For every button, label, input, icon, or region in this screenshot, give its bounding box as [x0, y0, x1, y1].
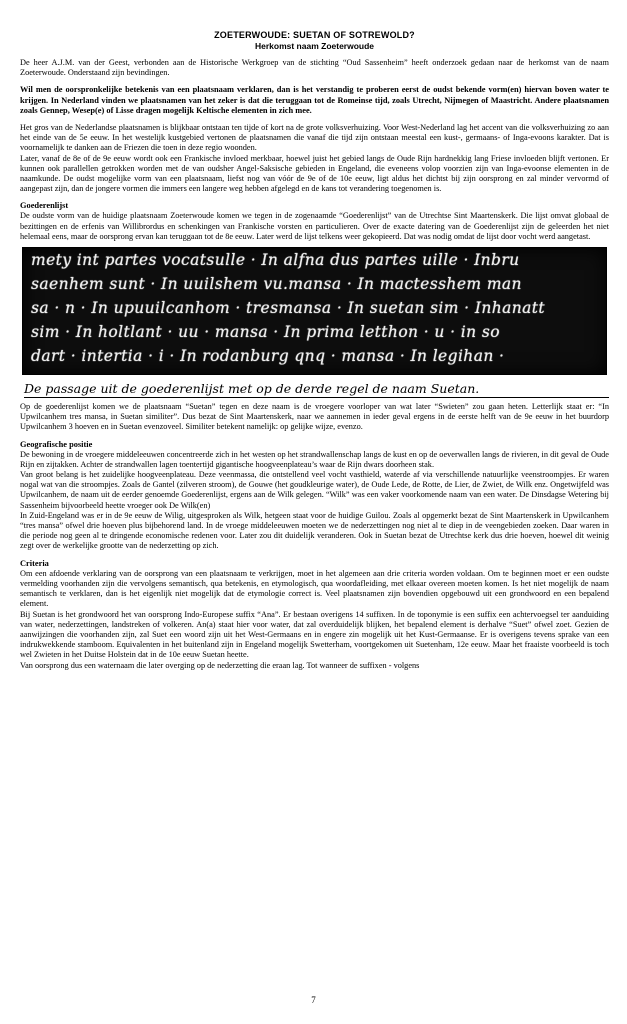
article-title: ZOETERWOUDE: SUETAN OF SOTREWOLD?: [214, 30, 415, 40]
paragraph-goederenlijst: De oudste vorm van de huidige plaatsnaam Zoeterwoude komen we tegen in de zogenaamde “Goederenlijst” van de Utrechtse Sint Maartenskerk. Die lijst omvat globaal de bezittingen en de erfenis van Willibrordus en schenkingen van Frankische vorsten en particulieren. Over de exacte datering van de Goederenlijst zijn de geleerden het niet helemaal eens, maar de oorsprong ervan kan teruggaan tot de 8e eeuw. Later werd de lijst telkens weer gekopieerd. Dat was nodig omdat de lijst door vocht werd aangetast.: [20, 211, 609, 241]
manuscript-line: dart · intertia · i · In rodanburg qnq · mansa · In legihan ·: [31, 347, 505, 366]
paragraph-frankische-invloed: Later, vanaf de 8e of de 9e eeuw wordt ook een Frankische invloed merkbaar, hoewel juist het gebied langs de Oude Rijn hardnekkig lang Friese invloeden blijft vertonen. Er kunnen ook parallellen getrokken worden met de van oudsher Angel-Saksische gebieden in Engeland, die eveneens volop voorzien zijn van Inga-evoonse elementen in de naamkunde. De oudst mogelijke vorm van een plaatsnaam, liefst nog van vóór de 9e of de 10e eeuw, ligt aldus het dichtst bij zijn oorsprong en zal minder vervormd of aangepast zijn, dan de jongere vormen die immers een langere weg hebben afgelegd en de kans tot verandering toegenomen is.: [20, 153, 609, 194]
paragraph-criteria: Om een afdoende verklaring van de oorsprong van een plaatsnaam te verkrijgen, moet in het algemeen aan drie criteria worden voldaan. Om te beginnen moet er een oudste vermelding voorhanden zijn die vervolgens semantisch, qua betekenis, en etymologisch, qua woordafleiding, met elkaar overeen moeten komen. Is het niet mogelijk de naam semantisch te verklaren, dan is het eigenlijk niet mogelijk dat de etymologie correct is. Veel plaatsnamen zijn bovendien opgebouwd uit een grondwoord en een bepalend element.: [20, 568, 609, 609]
article-subtitle: Herkomst naam Zoeterwoude: [254, 41, 375, 51]
section-heading-goederenlijst: Goederenlijst: [20, 201, 69, 211]
paragraph-waternaam: Van oorsprong dus een waternaam die later overging op de nederzetting die eraan lag. Tot wanneer de suffixen - volgens: [20, 660, 420, 670]
manuscript-line: sa · n · In upuuilcanhom · tresmansa · In suetan sim · Inhanatt: [31, 299, 546, 318]
image-caption: De passage uit de goederenlijst met op de derde regel de naam Suetan.: [24, 381, 609, 398]
manuscript-line: saenhem sunt · In uuilshem vu.mansa · In mactesshem man: [31, 275, 522, 294]
manuscript-line: mety int partes vocatsulle · In alfna dus partes uille · Inbru: [31, 251, 520, 270]
paragraph-suffix: Bij Suetan is het grondwoord het van oorsprong Indo-Europese suffix “Ana”. Er bestaan overigens 14 suffixen. In de toponymie is een suffix een achtervoegsel ter aanduiding van water, nederzettingen, landstreken of volkeren. An(a) staat hier voor water, dat zal overduidelijk blijken, het bepalend element is derhalve “Suet” ofwel zoet. Gezien de aanwijzingen die voorhanden zijn, zal Suet een woord zijn uit het West-Germaans en in engere zin mogelijk uit het Kust-Germaanse. Er is overigens tevens sprake van een indrukwekkende stamboom. Equivalenten in het buitenland zijn in Engeland mogelijk Swetterham, voortgekomen uit Suetenham, 12e eeuw. Maar het fraaiste voorbeeld is toch wel Zwieten in het Duitse Holstein dat in de 10e eeuw Suetan heette.: [20, 609, 609, 660]
lead-paragraph: Wil men de oorspronkelijke betekenis van een plaatsnaam verklaren, dan is het verstandig te proberen eerst de oudst bekende vorm(en) hiervan boven water te krijgen. In Nederland vinden we plaatsnamen van het zeker is dat die teruggaan tot de Romeinse tijd, zoals Utrecht, Nijmegen of Maastricht. Andere plaatsnamen zoals Gennep, Wesep(e) of Lisse dragen mogelijk Keltische elementen in zich mee.: [20, 85, 609, 115]
intro-paragraph: De heer A.J.M. van der Geest, verbonden aan de Historische Werkgroep van de stichting “Oud Sassenheim” heeft onderzoek gedaan naar de herkomst van de naam Zoeterwoude. Onderstaand zijn bevindingen.: [20, 58, 609, 78]
manuscript-line: sim · In holtlant · uu · mansa · In prima letthon · u · in so: [31, 323, 500, 342]
page-number: 7: [311, 995, 316, 1005]
paragraph-suetan: Op de goederenlijst komen we de plaatsnaam “Suetan” tegen en deze naam is de vroegere voorloper van wat later “Swieten” zou gaan heten. Letterlijk staat er: “In Upwilcanhem tres mansa, in Suetan similiter”. Dus bezat de Sint Maartenskerk, naar we aannemen in ieder geval ergens in de eerste helft van de 9e eeuw in het buurdorp Upwilcanhem 3 hoeven en in Suetan evenzoveel. Similiter betekent namelijk: op gelijke wijze, evenzo.: [20, 402, 609, 432]
paragraph-bewoning: De bewoning in de vroegere middeleeuwen concentreerde zich in het westen op het strandwallenschap langs de kust en op de oeverwallen langs de rivieren, in dit geval de Oude Rijn en zijtakken. Achter de strandwallen lagen toentertijd gigantische hoogveenplateau’s waar de Rijn dwars doorheen stak.: [20, 449, 609, 469]
section-heading-geografische-positie: Geografische positie: [20, 439, 93, 449]
paragraph-zuid-engeland: In Zuid-Engeland was er in de 9e eeuw de Wilig, uitgesproken als Wilk, hetgeen staat voor de huidige Guilou. Zoals al opgemerkt bezat de Sint Maartenskerk in Upwilcanhem “tres mansa” ofwel drie hoeven plus bijbehorend land. In de vroege middeleeuwen moeten we de nederzettingen nog niet al te diep in de veengebieden zoeken. Daar waren in die periode nog geen al te dringende economische redenen voor. Later zou dit duidelijk veranderen. Ook in Suetan bezat de Utrechtse kerk dus drie hoeven, hoewel dit weinig zegt over de werkelijke grootte van de nederzetting op zich.: [20, 510, 609, 551]
section-heading-criteria: Criteria: [20, 558, 49, 568]
paragraph-volksverhuizing: Het gros van de Nederlandse plaatsnamen is blijkbaar ontstaan ten tijde of kort na de grote volksverhuizing. Voor West-Nederland lag het accent van die volksverhuizing zo aan het einde van de 5e eeuw. In het westelijk kustgebied vertonen de plaatsnamen die vanaf die tijd zijn ontstaan meestal een kust-, germaans- of Inga-evoons karakter. Dat is voornamelijk te danken aan de Friezen die toen in deze regio woonden.: [20, 123, 609, 153]
paragraph-hoogveenplateau: Van groot belang is het zuidelijke hoogveenplateau. Deze veenmassa, die ontstellend veel vocht vasthield, waterde af via verschillende natuurlijke veenstroompjes. Er waren nogal wat van die stroompjes. Zoals de Gantel (zilveren stroom), de Gouwe (het goudkleurige water), de Oude Lede, de Rotte, de Lier, de Zwiet, de Wilk enz. Ongetwijfeld was Upwilcanhem, de naam uit de eerder genoemde Goederenlijst, ergens aan de Wilk gelegen. “Wilk” was een vaker voorkomende naam van een water. De Dinsdagse Wetering bij Sassenheim bijvoorbeeld heette vroeger ook De Wilk(en): [20, 470, 609, 510]
manuscript-image: [22, 247, 607, 375]
